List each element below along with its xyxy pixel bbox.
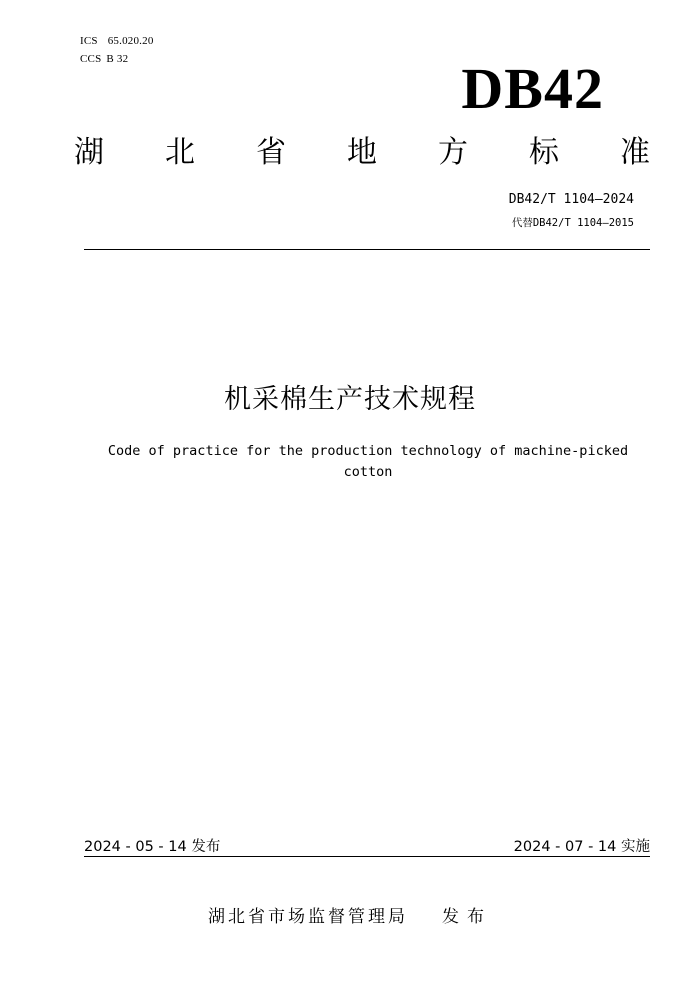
org-title-char: 地 (347, 135, 377, 170)
publisher-action: 发布 (442, 907, 492, 927)
ics-classification (80, 35, 154, 47)
publisher-name: 湖北省市场监督管理局 (208, 907, 408, 927)
footer-divider (84, 856, 650, 857)
publisher (0, 902, 700, 927)
ccs-code: B 32 (106, 53, 129, 65)
document-title-zh: 机采棉生产技术规程 (224, 384, 476, 415)
org-title-char: 方 (438, 135, 468, 170)
org-title-char: 湖 (74, 135, 104, 170)
ics-label: ICS (80, 35, 98, 47)
org-title-char: 北 (165, 135, 195, 170)
publish-date: 2024 - 05 - 14 发布 (84, 839, 221, 855)
standard-logo: DB42 (461, 56, 604, 121)
replaces-standard: 代替DB42/T 1104—2015 (511, 217, 634, 229)
ics-code: 65.020.20 (107, 35, 154, 47)
ccs-classification (80, 53, 128, 65)
header-divider (84, 249, 650, 250)
document-title-en: Code of practice for the production technology of machine-picked cotton (107, 443, 629, 480)
org-title (74, 134, 650, 172)
implementation-date: 2024 - 07 - 14 实施 (513, 839, 650, 855)
org-title-char: 标 (529, 135, 559, 170)
org-title-char: 省 (256, 135, 286, 170)
ccs-label: CCS (80, 53, 102, 65)
standard-number: DB42/T 1104—2024 (508, 192, 634, 207)
org-title-char: 准 (620, 135, 650, 170)
